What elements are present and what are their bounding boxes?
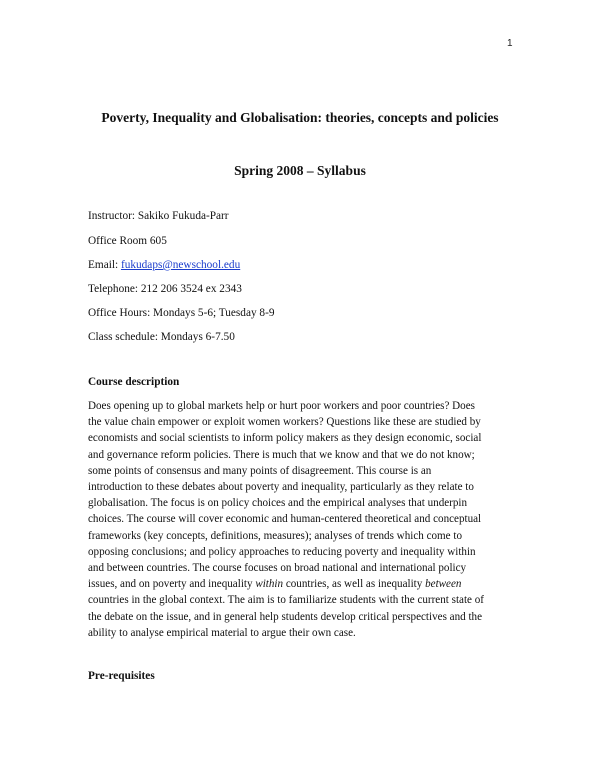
paragraph-line: introduction to these debates about poverty and inequality, particularly as they relate to bbox=[88, 481, 474, 494]
prerequisites-heading: Pre-requisites bbox=[88, 670, 155, 682]
email-link[interactable]: fukudaps@newschool.edu bbox=[120, 259, 241, 271]
paragraph-line: choices. The course will cover economic and human-centered theoretical and conceptual bbox=[88, 513, 482, 526]
paragraph-line: the value chain empower or exploit women workers? Questions like these are studied by bbox=[88, 416, 481, 429]
text-fragment: issues, and on poverty and inequality bbox=[88, 578, 256, 591]
page-number: 1 bbox=[507, 38, 513, 49]
document-subtitle: Spring 2008 – Syllabus bbox=[234, 163, 366, 178]
telephone-line: Telephone: 212 206 3524 ex 2343 bbox=[88, 283, 242, 295]
class-schedule-line: Class schedule: Mondays 6-7.50 bbox=[88, 331, 235, 343]
paragraph-line: some points of consensus and many points of disagreement. This course is an bbox=[88, 464, 432, 477]
paragraph-line: countries in the global context. The aim is to familiarize students with the current state of bbox=[88, 594, 484, 607]
paragraph-line: opposing conclusions; and policy approaches to reducing poverty and inequality within bbox=[88, 545, 476, 558]
emphasis-between: between bbox=[425, 578, 462, 591]
office-hours-line: Office Hours: Mondays 5-6; Tuesday 8-9 bbox=[88, 307, 275, 319]
paragraph-line: ability to analyse empirical material to argue their own case. bbox=[88, 626, 356, 639]
paragraph-line: economists and social scientists to inform policy makers as they design economic, social bbox=[88, 432, 482, 445]
emphasis-within: within bbox=[255, 578, 284, 591]
paragraph-line: Does opening up to global markets help or hurt poor workers and poor countries? Does bbox=[88, 400, 475, 412]
paragraph-line bbox=[88, 576, 516, 592]
course-description-paragraph bbox=[88, 398, 516, 641]
paragraph-line: globalisation. The focus is on policy choices and the empirical analyses that underpin bbox=[88, 497, 468, 510]
instructor-line: Instructor: Sakiko Fukuda-Parr bbox=[88, 210, 229, 222]
paragraph-line: and between countries. The course focuses on broad national and international policy bbox=[88, 562, 467, 575]
paragraph-line: and governance reform policies. There is much that we know and that we do not know; bbox=[88, 448, 475, 461]
paragraph-line: the debate on the issue, and in general help students develop critical perspectives and the bbox=[88, 610, 483, 623]
course-description-heading: Course description bbox=[88, 376, 180, 388]
paragraph-line: frameworks (key concepts, definitions, measures); analyses of trends which come to bbox=[88, 529, 462, 542]
email-label: Email: bbox=[88, 259, 121, 271]
document-title: Poverty, Inequality and Globalisation: theories, concepts and policies bbox=[101, 110, 499, 125]
text-fragment: countries, as well as inequality bbox=[283, 578, 426, 591]
email-line bbox=[88, 259, 240, 271]
office-room-line: Office Room 605 bbox=[88, 235, 167, 247]
